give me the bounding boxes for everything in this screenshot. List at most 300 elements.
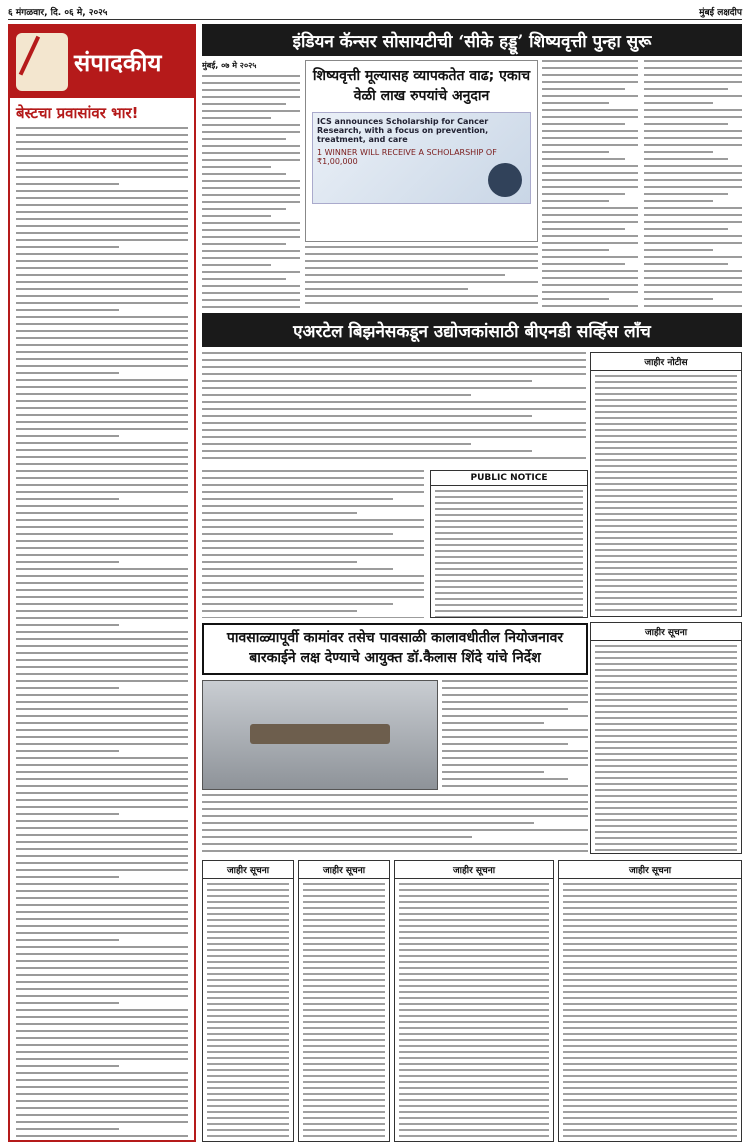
text-line (16, 253, 188, 255)
text-line (542, 172, 638, 174)
text-line (16, 967, 188, 969)
text-line (442, 757, 588, 759)
editorial-body (10, 125, 194, 1142)
text-line (595, 675, 737, 677)
jahir-notice-bottom-1 (202, 860, 294, 1142)
text-line (16, 652, 188, 654)
text-line (16, 400, 188, 402)
text-line (16, 512, 188, 514)
text-line (202, 222, 300, 224)
text-line (202, 278, 286, 280)
text-line (563, 913, 737, 915)
text-line (644, 123, 728, 125)
text-line (16, 1107, 188, 1109)
text-line (542, 60, 638, 62)
text-line (595, 555, 737, 557)
page-header (8, 4, 742, 20)
text-line (16, 638, 188, 640)
text-line (16, 806, 188, 808)
text-line (16, 687, 119, 689)
text-line (303, 1087, 385, 1089)
text-line (303, 1081, 385, 1083)
text-line (303, 913, 385, 915)
text-line (595, 513, 737, 515)
text-line (595, 831, 737, 833)
text-line (435, 616, 583, 618)
text-line (563, 895, 737, 897)
text-line (595, 837, 737, 839)
text-line (207, 973, 289, 975)
text-line (399, 955, 549, 957)
text-line (202, 292, 300, 294)
text-line (305, 281, 538, 283)
text-line (202, 408, 586, 410)
text-line (16, 1086, 188, 1088)
text-line (16, 1100, 188, 1102)
text-line (435, 562, 583, 564)
text-line (16, 1016, 188, 1018)
text-line (207, 967, 289, 969)
text-line (303, 1063, 385, 1065)
text-line (303, 1057, 385, 1059)
text-line (303, 901, 385, 903)
story1-headline: इंडियन कॅन्सर सोसायटीची ‘सीके हड्डू’ शिष्यवृत्ती पुन्हा सुरू (202, 24, 742, 56)
text-line (202, 603, 393, 605)
text-line (595, 429, 737, 431)
text-line (202, 533, 393, 535)
text-line (16, 939, 119, 941)
text-line (303, 1015, 385, 1017)
text-line (303, 895, 385, 897)
text-line (595, 591, 737, 593)
text-line (399, 967, 549, 969)
text-line (542, 158, 625, 160)
story1-col1 (202, 60, 300, 308)
text-line (399, 991, 549, 993)
text-line (644, 151, 713, 153)
text-line (442, 764, 588, 766)
text-line (563, 1123, 737, 1125)
text-line (16, 729, 188, 731)
text-line (202, 822, 534, 824)
text-line (16, 540, 188, 542)
text-line (16, 862, 188, 864)
text-line (399, 961, 549, 963)
text-line (16, 533, 188, 535)
notice-title: जाहीर नोटीस (591, 353, 741, 371)
text-line (202, 96, 300, 98)
text-line (644, 60, 742, 62)
text-line (16, 624, 119, 626)
text-line (16, 274, 188, 276)
text-line (595, 477, 737, 479)
text-line (207, 1099, 289, 1101)
text-line (542, 256, 638, 258)
text-line (305, 267, 538, 269)
text-line (435, 598, 583, 600)
story3-body (202, 794, 588, 856)
text-line (542, 235, 638, 237)
text-line (644, 291, 742, 293)
text-line (16, 407, 188, 409)
text-line (644, 228, 728, 230)
text-line (16, 715, 188, 717)
text-line (644, 235, 742, 237)
text-line (442, 694, 588, 696)
text-line (303, 1027, 385, 1029)
text-line (595, 795, 737, 797)
text-line (399, 1123, 549, 1125)
text-line (442, 715, 588, 717)
text-line (399, 1039, 549, 1041)
text-line (595, 543, 737, 545)
text-line (595, 789, 737, 791)
text-line (207, 991, 289, 993)
text-line (16, 953, 188, 955)
text-line (563, 1111, 737, 1113)
text-line (16, 414, 188, 416)
text-line (435, 520, 583, 522)
text-line (303, 967, 385, 969)
text-line (563, 1105, 737, 1107)
text-line (16, 673, 188, 675)
text-line (16, 456, 188, 458)
text-line (16, 841, 188, 843)
story3-headline (202, 623, 588, 675)
text-line (399, 1129, 549, 1131)
text-line (16, 855, 188, 857)
text-line (16, 869, 188, 871)
text-line (595, 669, 737, 671)
text-line (595, 735, 737, 737)
text-line (595, 825, 737, 827)
text-line (442, 736, 588, 738)
text-line (563, 1063, 737, 1065)
text-line (16, 988, 188, 990)
text-line (16, 603, 188, 605)
text-line (399, 1117, 549, 1119)
text-line (202, 380, 532, 382)
text-line (442, 708, 568, 710)
text-line (595, 585, 737, 587)
text-line (16, 708, 188, 710)
text-line (399, 1033, 549, 1035)
text-line (202, 187, 300, 189)
text-line (435, 544, 583, 546)
text-line (644, 249, 713, 251)
text-line (16, 918, 188, 920)
text-line (16, 260, 188, 262)
text-line (303, 1123, 385, 1125)
text-line (435, 490, 583, 492)
text-line (16, 848, 188, 850)
text-line (303, 919, 385, 921)
text-line (202, 215, 271, 217)
text-line (542, 242, 638, 244)
text-line (595, 759, 737, 761)
text-line (542, 95, 638, 97)
text-line (207, 1027, 289, 1029)
text-line (202, 801, 588, 803)
text-line (399, 943, 549, 945)
text-line (644, 200, 713, 202)
text-line (202, 159, 300, 161)
text-line (16, 659, 188, 661)
story3-headline-line2: बारकाईने लक्ष देण्याचे आयुक्त डॉ.कैलास शिंदे यांचे निर्देश (249, 650, 541, 666)
text-line (435, 508, 583, 510)
text-line (399, 883, 549, 885)
text-line (303, 1009, 385, 1011)
editorial-column (8, 24, 196, 1142)
text-line (542, 144, 638, 146)
text-line (202, 596, 424, 598)
text-line (399, 1069, 549, 1071)
text-line (16, 1030, 188, 1032)
text-line (16, 617, 188, 619)
text-line (595, 447, 737, 449)
text-line (435, 514, 583, 516)
text-line (435, 574, 583, 576)
text-line (644, 165, 742, 167)
text-line (16, 526, 188, 528)
text-line (207, 943, 289, 945)
text-line (207, 895, 289, 897)
text-line (399, 907, 549, 909)
text-line (16, 946, 188, 948)
text-line (399, 985, 549, 987)
text-line (542, 123, 625, 125)
text-line (16, 680, 188, 682)
text-line (595, 441, 737, 443)
story1-dateline: मुंबई, ०७ मे २०२५ (202, 61, 257, 70)
text-line (16, 771, 188, 773)
text-line (595, 693, 737, 695)
text-line (207, 1105, 289, 1107)
text-line (595, 681, 737, 683)
text-line (202, 152, 300, 154)
text-line (563, 967, 737, 969)
text-line (202, 422, 586, 424)
text-line (542, 249, 609, 251)
text-line (435, 586, 583, 588)
text-line (202, 243, 286, 245)
text-line (202, 415, 532, 417)
text-line (16, 330, 188, 332)
text-line (16, 799, 188, 801)
text-line (16, 981, 188, 983)
text-line (595, 777, 737, 779)
public-notice-title: PUBLIC NOTICE (431, 471, 587, 486)
text-line (542, 270, 638, 272)
text-line (207, 1057, 289, 1059)
text-line (563, 955, 737, 957)
text-line (595, 765, 737, 767)
public-notice-box (430, 470, 588, 618)
text-line (207, 1093, 289, 1095)
text-line (303, 925, 385, 927)
text-line (542, 221, 638, 223)
editorial-subtitle: बेस्टचा प्रवासांवर भार! (16, 104, 139, 122)
text-line (563, 1033, 737, 1035)
text-line (16, 379, 188, 381)
text-line (542, 214, 638, 216)
story1-below-ad (305, 246, 538, 308)
text-line (202, 387, 586, 389)
text-line (595, 507, 737, 509)
text-line (16, 722, 188, 724)
text-line (542, 88, 625, 90)
text-line (399, 1003, 549, 1005)
text-line (202, 299, 300, 301)
text-line (595, 597, 737, 599)
text-line (207, 985, 289, 987)
text-line (303, 907, 385, 909)
text-line (644, 179, 742, 181)
text-line (16, 960, 188, 962)
text-line (305, 260, 538, 262)
text-line (644, 116, 742, 118)
text-line (399, 1021, 549, 1023)
text-line (207, 1135, 289, 1137)
text-line (202, 257, 300, 259)
text-line (442, 729, 588, 731)
text-line (16, 204, 188, 206)
text-line (595, 405, 737, 407)
text-line (202, 401, 586, 403)
text-line (16, 974, 188, 976)
text-line (202, 271, 300, 273)
text-line (207, 979, 289, 981)
text-line (16, 1079, 188, 1081)
text-line (399, 1105, 549, 1107)
text-line (542, 102, 609, 104)
text-line (303, 985, 385, 987)
text-line (207, 925, 289, 927)
text-line (16, 484, 188, 486)
text-line (16, 183, 119, 185)
text-line (202, 547, 424, 549)
text-line (542, 179, 638, 181)
text-line (442, 680, 588, 682)
text-line (16, 694, 188, 696)
text-line (202, 117, 271, 119)
text-line (542, 291, 638, 293)
text-line (202, 89, 300, 91)
text-line (16, 995, 188, 997)
text-line (202, 554, 424, 556)
text-line (303, 931, 385, 933)
text-line (595, 393, 737, 395)
text-line (644, 81, 742, 83)
text-line (563, 1003, 737, 1005)
text-line (202, 450, 532, 452)
text-line (16, 701, 188, 703)
text-line (16, 764, 188, 766)
text-line (542, 305, 638, 307)
text-line (563, 1141, 737, 1142)
text-line (207, 1045, 289, 1047)
text-line (207, 1033, 289, 1035)
text-line (595, 687, 737, 689)
jahir-notice-right-mid (590, 622, 742, 854)
text-line (442, 743, 568, 745)
text-line (16, 561, 119, 563)
text-line (595, 561, 737, 563)
text-line (399, 1135, 549, 1137)
text-line (202, 470, 424, 472)
text-line (542, 298, 609, 300)
text-line (595, 771, 737, 773)
text-line (644, 102, 713, 104)
text-line (595, 849, 737, 851)
text-line (595, 645, 737, 647)
text-line (542, 207, 638, 209)
text-line (16, 631, 188, 633)
text-line (595, 549, 737, 551)
text-line (207, 1075, 289, 1077)
text-line (542, 67, 638, 69)
text-line (202, 526, 424, 528)
text-line (595, 459, 737, 461)
text-line (202, 617, 424, 618)
story3-headline-line1: पावसाळ्यापूर्वी कामांवर तसेच पावसाळी कालावधीतील नियोजनावर (226, 630, 564, 647)
text-line (202, 103, 286, 105)
text-line (399, 1093, 549, 1095)
text-line (435, 532, 583, 534)
text-line (595, 717, 737, 719)
text-line (303, 973, 385, 975)
text-line (442, 687, 588, 689)
text-line (399, 1009, 549, 1011)
text-line (207, 1081, 289, 1083)
text-line (16, 386, 188, 388)
text-line (202, 394, 471, 396)
text-line (595, 663, 737, 665)
text-line (644, 277, 742, 279)
text-line (16, 666, 188, 668)
text-line (207, 937, 289, 939)
text-line (442, 701, 588, 703)
text-line (303, 1117, 385, 1119)
text-line (595, 723, 737, 725)
text-line (16, 197, 188, 199)
text-line (16, 890, 188, 892)
text-line (435, 604, 583, 606)
text-line (595, 741, 737, 743)
text-line (202, 131, 300, 133)
text-line (563, 961, 737, 963)
text-line (16, 834, 188, 836)
text-line (563, 889, 737, 891)
page-date: ६ मंगळवार, दि. ०६ मे, २०२५ (8, 8, 108, 18)
story2-body-continued (202, 470, 424, 618)
text-line (16, 141, 188, 143)
story2-headline: एअरटेल बिझनेसकडून उद्योजकांसाठी बीएनडी सर्व्हिस लॉंच (202, 313, 742, 347)
text-line (303, 883, 385, 885)
text-line (202, 82, 300, 84)
text-line (16, 505, 188, 507)
text-line (16, 225, 188, 227)
text-line (16, 162, 188, 164)
notice-title: जाहीर सूचना (203, 861, 293, 879)
text-line (442, 722, 544, 724)
text-line (202, 815, 588, 817)
text-line (595, 423, 737, 425)
text-line (207, 1039, 289, 1041)
text-line (16, 435, 119, 437)
ad-headline: शिष्यवृत्ती मूल्यासह व्यापकतेत वाढ; एकाच वेळी लाख रुपयांचे अनुदान (312, 68, 531, 104)
text-line (595, 531, 737, 533)
